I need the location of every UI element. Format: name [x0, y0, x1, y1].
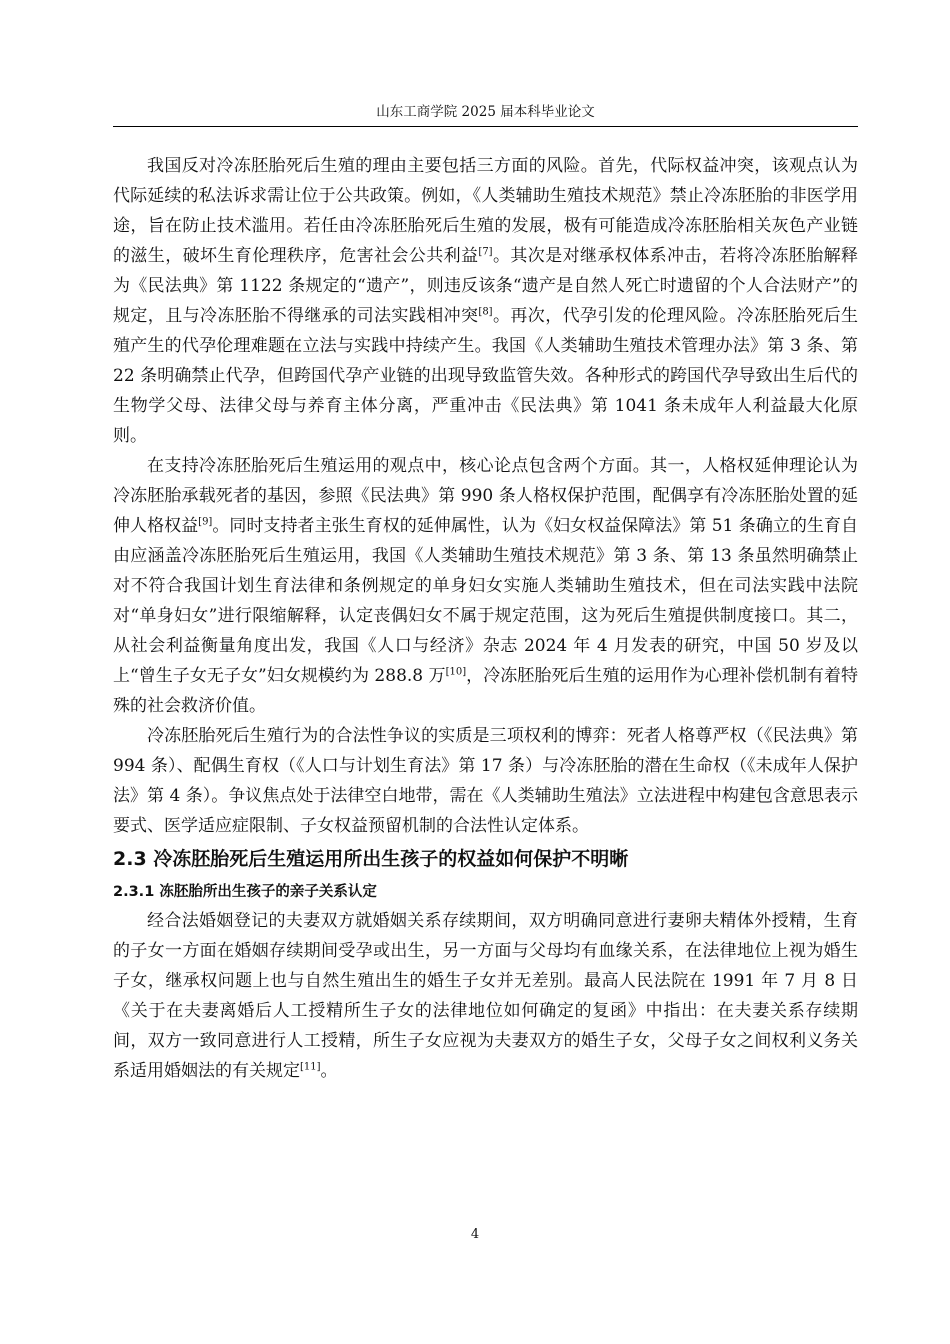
paragraph-parentage-recognition — [113, 906, 858, 1086]
citation-ref[interactable]: [8] — [478, 306, 493, 318]
page-number: 4 — [470, 1227, 480, 1242]
paragraph-text: 。 — [320, 1061, 338, 1081]
header-rule — [113, 126, 858, 127]
subsection-heading-2-3-1: 2.3.1 冻胚胎所出生孩子的亲子关系认定 — [113, 884, 377, 900]
citation-ref[interactable]: [9] — [198, 516, 213, 528]
paragraph-text: 在支持冷冻胚胎死后生殖运用的观点中，核心论点包含两个方面。其一，人格权延伸理论认为冷冻胚胎承载死者的基因，参照《民法典》第 990 条人格权保护范围，配偶享有冷冻胚胎处置的延伸人格权益 — [113, 456, 858, 536]
paragraph-text: 经合法婚姻登记的夫妻双方就婚姻关系存续期间，双方明确同意进行妻卵夫精体外授精，生育的子女一方面在婚姻存续期间受孕或出生，另一方面与父母均有血缘关系，在法律地位上视为婚生子女，继承权问题上也与自然生殖出生的婚生子女并无差别。最高人民法院在 1991 年 7 月 8 日《关于在夫妻离婚后人工授精所生子女的法律地位如何确定的复函》中指出：在夫妻关系存续期间，双方一致同意进行人工授精，所生子女应视为夫妻双方的婚生子女，父母子女之间权利义务关系适用婚姻法的有关规定 — [113, 911, 858, 1081]
paragraph-text: 。其次是对继承权体系冲击，若将冷冻胚胎解释为《民法典》第 1122 条规定的“遗产”，则违反该条“遗产是自然人死亡时遗留的个人合法财产”的规定，且与冷冻胚胎不得继承的司法实践相冲突 — [113, 246, 859, 326]
body-content — [113, 151, 858, 1086]
running-header: 山东工商学院 2025 届本科毕业论文 — [376, 104, 595, 120]
paragraph-text: 我国反对冷冻胚胎死后生殖的理由主要包括三方面的风险。首先，代际权益冲突，该观点认为代际延续的私法诉求需让位于公共政策。例如，《人类辅助生殖技术规范》禁止冷冻胚胎的非医学用途，旨在防止技术滥用。若任由冷冻胚胎死后生殖的发展，极有可能造成冷冻胚胎相关灰色产业链的滋生，破坏生育伦理秩序，危害社会公共利益 — [113, 156, 858, 266]
paragraph-text: 。同时支持者主张生育权的延伸属性，认为《妇女权益保障法》第 51 条确立的生育自由应涵盖冷冻胚胎死后生殖运用，我国《人类辅助生殖技术规范》第 3 条、第 13 条虽然明确禁止对不符合我国计划生育法律和条例规定的单身妇女实施人类辅助生殖技术，但在司法实践中法院对“单身妇女”进行限缩解释，认定丧偶妇女不属于规定范围，这为死后生殖提供制度接口。其二，从社会利益衡量角度出发，我国《人口与经济》杂志 2024 年 4 月发表的研究，中国 50 岁及以上“曾生子女无子女”妇女规模约为 288.8 万 — [113, 516, 858, 686]
paragraph-text: 冷冻胚胎死后生殖行为的合法性争议的实质是三项权利的博弈：死者人格尊严权（《民法典》第 994 条）、配偶生育权（《人口与计划生育法》第 17 条）与冷冻胚胎的潜在生命权（《未成年人保护法》第 4 条）。争议焦点处于法律空白地带，需在《人类辅助生殖法》立法进程中构建包含意思表示要式、医学适应症限制、子女权益预留机制的合法性认定体系。 — [113, 726, 858, 836]
paragraph-support-arguments — [113, 451, 858, 721]
citation-ref[interactable]: [7] — [478, 246, 493, 258]
paragraph-text: ，冷冻胚胎死后生殖的运用作为心理补偿机制有着特殊的社会救济价值。 — [113, 666, 859, 716]
citation-ref[interactable]: [11] — [300, 1061, 321, 1073]
paragraph-opposition-reasons — [113, 151, 858, 451]
paragraph-text: 。再次，代孕引发的伦理风险。冷冻胚胎死后生殖产生的代孕伦理难题在立法与实践中持续产生。我国《人类辅助生殖技术管理办法》第 3 条、第 22 条明确禁止代孕，但跨国代孕产业链的出现导致监管失效。各种形式的跨国代孕导致出生后代的生物学父母、法律父母与养育主体分离，严重冲击《民法典》第 1041 条未成年人利益最大化原则。 — [113, 306, 859, 446]
section-heading-2-3: 2.3 冷冻胚胎死后生殖运用所出生孩子的权益如何保护不明晰 — [113, 848, 629, 870]
citation-ref[interactable]: [10] — [445, 666, 467, 678]
paragraph-legality-dispute — [113, 721, 858, 841]
